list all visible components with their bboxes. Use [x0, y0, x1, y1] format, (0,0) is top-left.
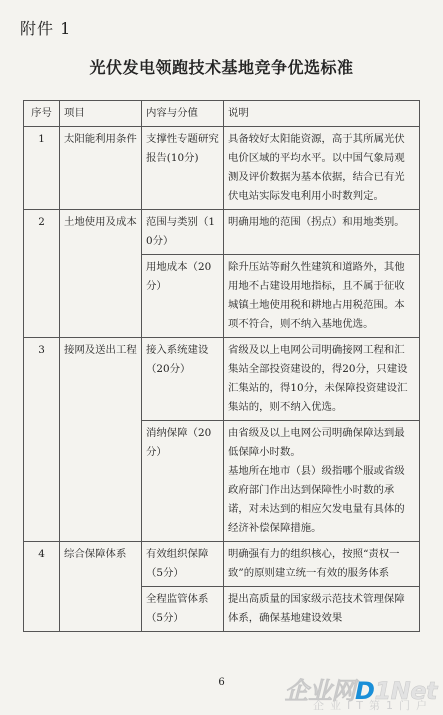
row-item: 太阳能利用条件 — [60, 127, 142, 210]
page-number: 6 — [218, 677, 225, 688]
row-content: 消纳保障（20分） — [142, 421, 224, 542]
row-item: 综合保障体系 — [60, 542, 142, 632]
row-item: 接网及送出工程 — [60, 338, 142, 542]
row-number: 3 — [24, 338, 60, 542]
row-number: 1 — [24, 127, 60, 210]
header-item: 项目 — [60, 101, 142, 127]
row-description: 省级及以上电网公司明确接网工程和汇集站全部投资建设的，得20分，只建设汇集站的，得10分，未保障投资建设汇集站的，则不纳入优选。 — [224, 338, 420, 421]
row-description: 由省级及以上电网公司明确保障达到最低保障小时数。 基地所在地市（县）级指哪个服或省级政府部门作出达到保障性小时数的承诺，对未达到的相应欠发电量有具体的经济补偿保障措施。 — [224, 421, 420, 542]
row-number: 4 — [24, 542, 60, 632]
header-content: 内容与分值 — [142, 101, 224, 127]
row-item: 土地使用及成本 — [60, 210, 142, 338]
table-row — [24, 127, 420, 210]
criteria-table — [23, 100, 420, 632]
row-number: 2 — [24, 210, 60, 338]
table-header-row — [24, 101, 420, 127]
row-description: 具备较好太阳能资源，高于其所属光伏电价区域的平均水平。以中国气象局观测及评价数据为基本依据，结合已有光伏电站实际发电利用小时数判定。 — [224, 127, 420, 210]
row-content: 接入系统建设（20分） — [142, 338, 224, 421]
table-row — [24, 338, 420, 421]
header-description: 说明 — [224, 101, 420, 127]
row-content: 有效组织保障（5分） — [142, 542, 224, 587]
watermark-logo: 企业网D1Net 企业IT第1门户 — [284, 677, 437, 712]
row-content: 支撑性专题研究报告(10分) — [142, 127, 224, 210]
row-description: 明确用地的范围（拐点）和用地类别。 — [224, 210, 420, 255]
table-row — [24, 542, 420, 587]
header-number: 序号 — [24, 101, 60, 127]
row-content: 范围与类别（10分） — [142, 210, 224, 255]
attachment-label: 附件 1 — [20, 19, 72, 38]
table-row — [24, 210, 420, 255]
row-description: 提出高质量的国家级示范技术管理保障体系，确保基地建设效果 — [224, 587, 420, 632]
row-content: 全程监管体系（5分） — [142, 587, 224, 632]
document-title: 光伏发电领跑技术基地竞争优选标准 — [89, 58, 354, 77]
row-description: 除升压站等耐久性建筑和道路外，其他用地不占建设用地指标，且不属于征收城镇土地使用税和耕地占用税范围。本项不符合，则不纳入基地优选。 — [224, 255, 420, 338]
row-description: 明确强有力的组织核心，按照“责权一致”的原则建立统一有效的服务体系 — [224, 542, 420, 587]
row-content: 用地成本（20分） — [142, 255, 224, 338]
